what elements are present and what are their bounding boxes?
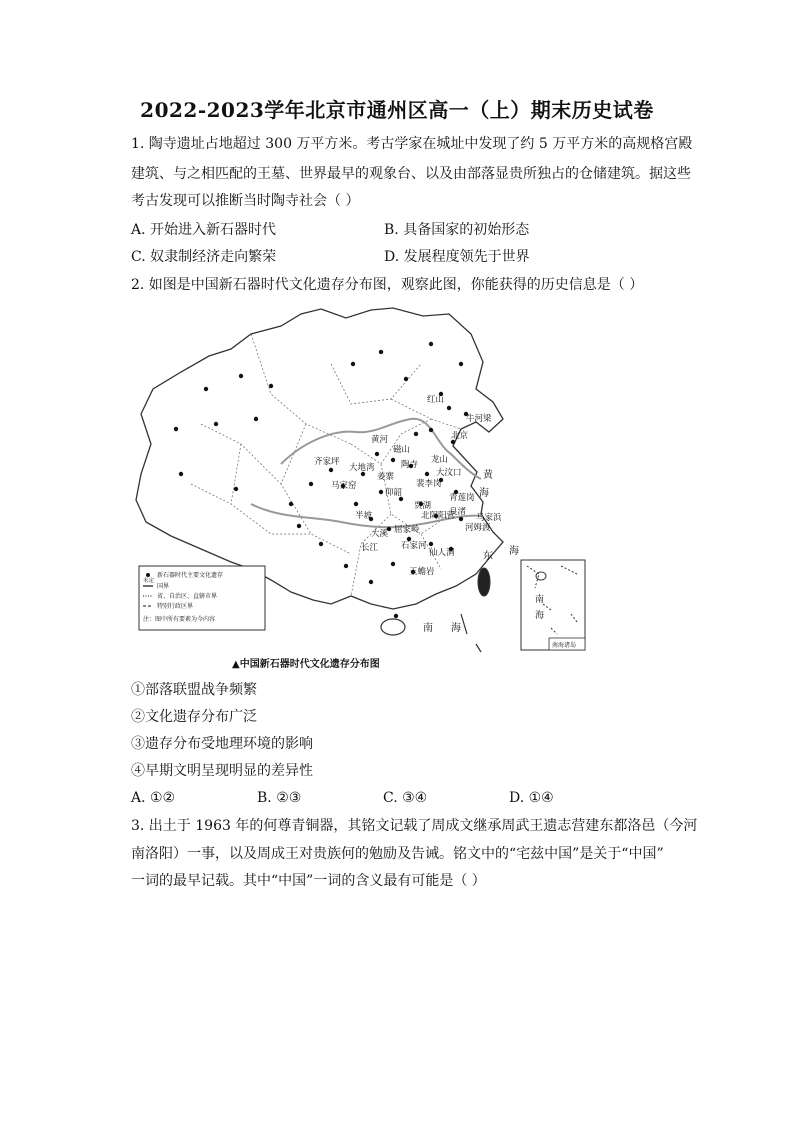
site-label: 马家浜	[476, 513, 502, 523]
site-label: 牛河梁	[466, 414, 492, 424]
legend-item: 特别行政区界	[157, 603, 194, 610]
site-dot	[214, 422, 218, 426]
site-label: 龙山	[431, 455, 449, 465]
exam-title: 2022-2023学年北京市通州区高一（上）期末历史试卷	[140, 98, 654, 122]
q1-option-a[interactable]: A. 开始进入新石器时代	[131, 222, 277, 238]
site-dot	[289, 502, 293, 506]
q1-option-b[interactable]: B. 具备国家的初始形态	[384, 222, 530, 238]
legend-item: 国界	[157, 583, 170, 590]
site-dot	[391, 562, 395, 566]
site-label: 良渚	[449, 507, 467, 517]
south-china-sea-inset	[521, 560, 585, 650]
site-label: 大地湾	[349, 463, 375, 473]
sea-label: 海	[535, 611, 545, 621]
q1-stem-line-3: 考古发现可以推断当时陶寺社会（ ）	[131, 193, 360, 209]
site-label: 姜寨	[377, 472, 395, 482]
site-label: 仰韶	[385, 488, 403, 498]
site-dot	[459, 362, 463, 366]
site-dot	[369, 580, 373, 584]
site-label: 北京	[451, 431, 469, 441]
site-dot	[319, 542, 323, 546]
q1-stem-line-1: 1. 陶寺遗址占地超过 300 万平方米。考古学家在城址中发现了约 5 万平方米的高规格宫殿	[131, 136, 693, 152]
q2-statement-4: ④早期文明呈现明显的差异性	[131, 763, 313, 779]
inset-label: 南海诸岛	[552, 642, 577, 649]
neolithic-sites-map	[131, 304, 591, 654]
legend-item: 注：图中所有要素为今内容	[143, 616, 216, 623]
taiwan-island	[478, 568, 490, 596]
site-dot	[204, 387, 208, 391]
sea-label: 黄	[483, 470, 493, 481]
site-dot	[429, 428, 433, 432]
site-label: 马家窑	[331, 481, 357, 491]
site-dot	[344, 564, 348, 568]
site-label: 磁山	[393, 445, 411, 455]
site-dot	[297, 524, 301, 528]
site-label: 齐家坪	[314, 457, 340, 467]
site-dot	[379, 350, 383, 354]
site-dot	[459, 517, 463, 521]
q2-statement-2: ②文化遗存分布广泛	[131, 709, 257, 725]
site-dot	[447, 406, 451, 410]
site-label: 青莲岗	[449, 493, 475, 503]
q2-option-c[interactable]: C. ③④	[383, 790, 428, 806]
map-caption: ▲中国新石器时代文化遗存分布图	[232, 659, 380, 670]
sea-label: 海	[451, 623, 461, 634]
legend-item: 省、自治区、直辖市界	[157, 593, 218, 600]
site-dot	[351, 362, 355, 366]
q3-stem-line-3: 一词的最早记载。其中“中国”一词的含义最有可能是（ ）	[131, 873, 486, 889]
site-dot	[354, 502, 358, 506]
site-label: 大汶口	[436, 468, 462, 478]
site-label: 裴李岗	[416, 479, 442, 489]
site-dot	[309, 482, 313, 486]
q2-option-d[interactable]: D. ①④	[509, 790, 554, 806]
site-dot	[391, 458, 395, 462]
site-label: 贾湖	[414, 501, 432, 511]
site-label: 石家河	[401, 541, 427, 551]
map-legend	[139, 566, 265, 630]
site-label: 玉蟾岩	[409, 567, 435, 577]
site-dot	[234, 487, 238, 491]
site-dot	[239, 374, 243, 378]
site-dot	[394, 614, 398, 618]
site-label: 红山	[427, 395, 445, 405]
site-label: 黄河	[371, 435, 389, 445]
site-label: 大溪	[371, 529, 389, 539]
sea-label: 海	[509, 546, 519, 557]
site-dot	[425, 472, 429, 476]
q1-stem-line-2: 建筑、与之相匹配的王墓、世界最早的观象台、以及由部落显贵所独占的仓储建筑。据这些	[131, 166, 691, 182]
legend-item: 未定	[143, 578, 155, 584]
site-dot	[329, 468, 333, 472]
sea-label: 南	[535, 595, 545, 605]
site-label: 北阴阳营	[421, 511, 456, 521]
site-dot	[174, 427, 178, 431]
site-dot	[429, 542, 433, 546]
q2-option-b[interactable]: B. ②③	[257, 790, 302, 806]
site-dot	[269, 384, 273, 388]
site-label: 半坡	[355, 511, 373, 521]
q3-stem-line-1: 3. 出土于 1963 年的何尊青铜器，其铭文记载了周成文继承周武王遗志营建东都洛邑（今河	[131, 818, 698, 834]
site-dot	[375, 452, 379, 456]
site-label: 河姆渡	[465, 523, 491, 533]
site-label: 陶寺	[401, 460, 419, 470]
site-label: 长江	[361, 543, 379, 553]
hainan-island	[381, 619, 405, 635]
sea-label: 南	[423, 623, 433, 634]
q1-option-d[interactable]: D. 发展程度领先于世界	[384, 249, 530, 265]
site-dot	[254, 417, 258, 421]
legend-item: 新石器时代主要文化遗存	[157, 572, 224, 579]
q2-statement-1: ①部落联盟战争频繁	[131, 682, 257, 698]
q2-option-a[interactable]: A. ①②	[131, 790, 176, 806]
sea-label: 东	[483, 551, 493, 562]
q2-statement-3: ③遗存分布受地理环境的影响	[131, 736, 313, 752]
sea-label: 海	[479, 488, 489, 499]
site-dot	[414, 432, 418, 436]
site-label: 仙人洞	[429, 548, 455, 558]
q2-stem: 2. 如图是中国新石器时代文化遗存分布图，观察此图，你能获得的历史信息是（ ）	[131, 277, 644, 293]
site-dot	[379, 490, 383, 494]
q1-option-c[interactable]: C. 奴隶制经济走向繁荣	[131, 249, 277, 265]
site-label: 屈家岭	[394, 525, 420, 535]
nine-dash-line	[461, 614, 481, 652]
site-dot	[429, 342, 433, 346]
q3-stem-line-2: 南洛阳）一事，以及周成王对贵族何的勉励及告诫。铭文中的“宅兹中国”是关于“中国”	[131, 846, 664, 862]
site-dot	[179, 472, 183, 476]
site-dot	[404, 377, 408, 381]
